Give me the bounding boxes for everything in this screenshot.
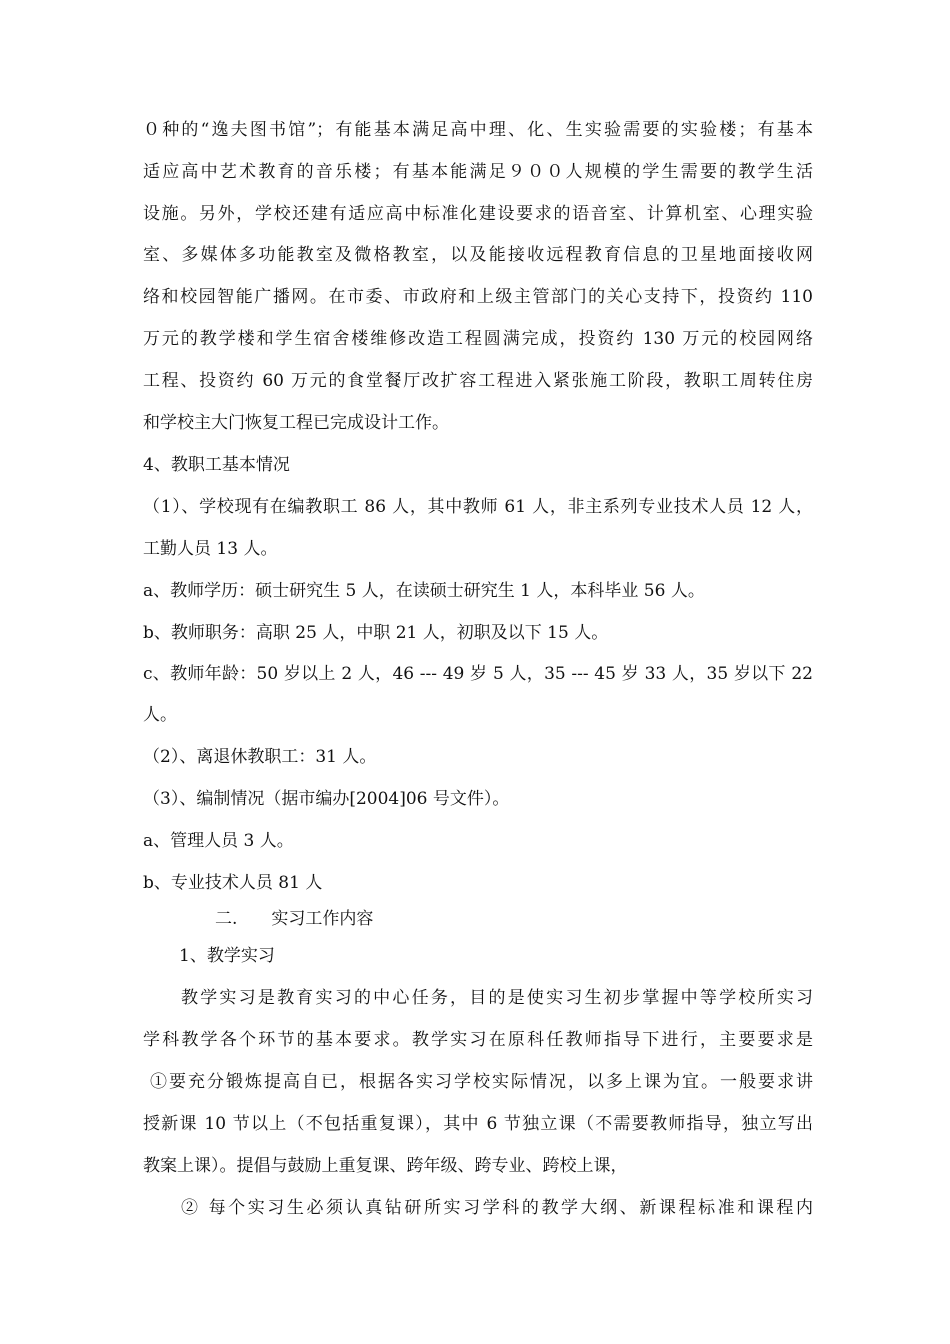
list-item: b、教师职务：高职 25 人，中职 21 人，初职及以下 15 人。 [143, 623, 609, 643]
paragraph-line: 万元的教学楼和学生宿舍楼维修改造工程圆满完成，投资约 130 万元的校园网络 [143, 329, 813, 349]
paragraph-line: 教学实习是教育实习的中心任务，目的是使实习生初步掌握中等学校所实习 [181, 988, 813, 1008]
paragraph-line: 学科教学各个环节的基本要求。教学实习在原科任教师指导下进行，主要要求是 [143, 1030, 813, 1050]
paragraph-line: 人。 [143, 705, 177, 725]
paragraph-line: ０种的“逸夫图书馆”；有能基本满足高中理、化、生实验需要的实验楼；有基本 [143, 120, 813, 140]
paragraph-line: （1）、学校现有在编教职工 86 人，其中教师 61 人，非主系列专业技术人员 12 人， [143, 497, 813, 517]
paragraph-line: 教案上课）。提倡与鼓励上重复课、跨年级、跨专业、跨校上课， [143, 1156, 628, 1176]
list-item: a、教师学历：硕士研究生 5 人，在读硕士研究生 1 人，本科毕业 56 人。 [143, 581, 705, 601]
paragraph-line: 工程、投资约 60 万元的食堂餐厅改扩容工程进入紧张施工阶段，教职工周转住房 [143, 371, 813, 391]
paragraph-line: 适应高中艺术教育的音乐楼；有基本能满足９００人规模的学生需要的教学生活 [143, 162, 813, 182]
paragraph-line: ② 每个实习生必须认真钻研所实习学科的教学大纲、新课程标准和课程内 [181, 1198, 813, 1218]
list-item: （2）、离退休教职工：31 人。 [143, 747, 377, 767]
list-item: b、专业技术人员 81 人 [143, 873, 323, 893]
paragraph-line: 室、多媒体多功能教室及微格教室，以及能接收远程教育信息的卫星地面接收网 [143, 245, 813, 265]
paragraph-line: ①要充分锻炼提高自已，根据各实习学校实际情况，以多上课为宜。一般要求讲 [150, 1072, 813, 1092]
paragraph-line: 络和校园智能广播网。在市委、市政府和上级主管部门的关心支持下，投资约 110 [143, 287, 813, 307]
section-heading: 二. 实习工作内容 [215, 909, 374, 929]
paragraph-line: 工勤人员 13 人。 [143, 539, 278, 559]
list-item: a、管理人员 3 人。 [143, 831, 294, 851]
paragraph-line: 设施。另外，学校还建有适应高中标准化建设要求的语音室、计算机室、心理实验 [143, 204, 813, 224]
list-item: （3）、编制情况（据市编办[2004]06 号文件）。 [143, 789, 510, 809]
paragraph-line: 授新课 10 节以上（不包括重复课），其中 6 节独立课（不需要教师指导，独立写出 [143, 1114, 813, 1134]
paragraph-line: 和学校主大门恢复工程已完成设计工作。 [143, 413, 449, 433]
section-heading: 4、教职工基本情况 [143, 455, 290, 475]
list-item: c、教师年龄：50 岁以上 2 人，46 --- 49 岁 5 人，35 --- 45 岁 33 人，35 岁以下 22 [143, 664, 813, 684]
subsection-heading: 1、教学实习 [179, 946, 275, 966]
